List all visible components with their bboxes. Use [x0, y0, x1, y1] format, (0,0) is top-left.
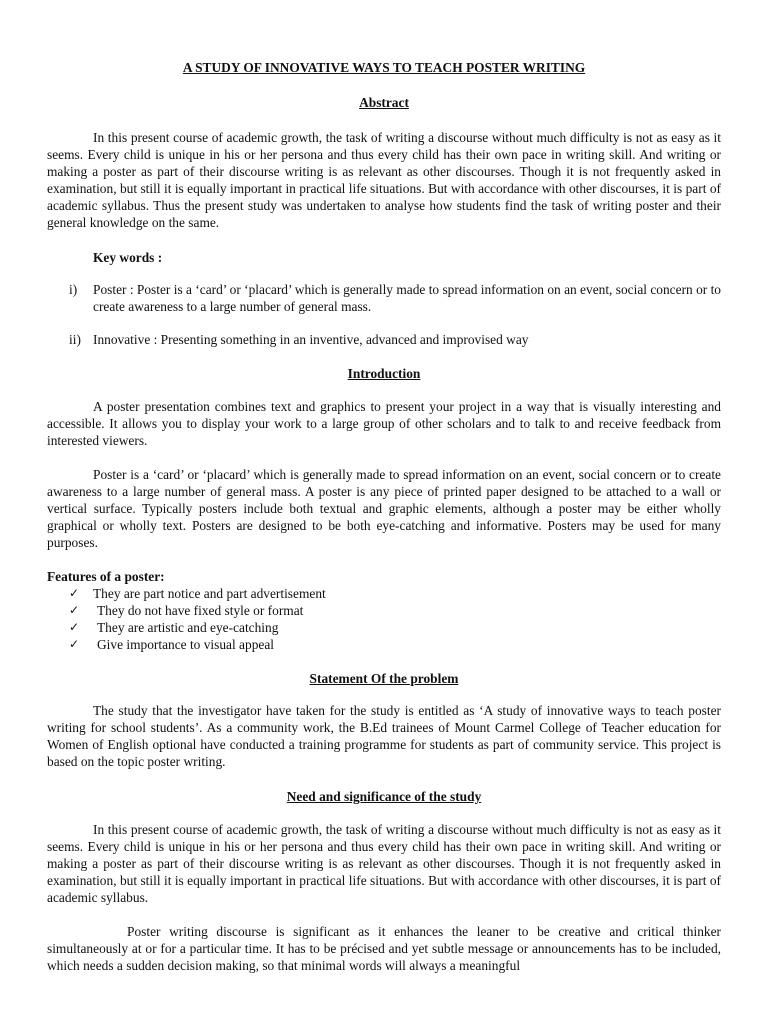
checkmark-icon: ✓ [69, 586, 80, 600]
feature-item [47, 619, 721, 636]
need-heading: Need and significance of the study [286, 789, 482, 804]
feature-text: They are part notice and part advertisement [93, 586, 326, 601]
introduction-paragraph-1: A poster presentation combines text and graphics to present your project in a way that is visually interesting and accessible. It allows you to display your work to a large group of other scholars and to talk to and receive feedback from interested viewers. [47, 399, 721, 448]
keyword-item [47, 331, 721, 348]
need-paragraph-1: In this present course of academic growth, the task of writing a discourse without much difficulty is not as easy as it seems. Every child is unique in his or her persona and thus every child has their own pace in writing skill. And writing or making a poster as part of their discourse writing is as relevant as other discourses. Though it is not frequently asked in examination, but still it is equally important in practical life situations. But with accordance with other discourses, it is part of academic syllabus. [47, 822, 721, 905]
checkmark-icon: ✓ [69, 637, 80, 651]
document-title: A STUDY OF INNOVATIVE WAYS TO TEACH POSTER WRITING [182, 60, 586, 75]
document-body [47, 59, 721, 974]
feature-text: They do not have fixed style or format [97, 603, 304, 618]
keyword-item [47, 281, 721, 315]
features-list [47, 585, 721, 653]
keyword-number: i) [69, 282, 78, 297]
statement-heading: Statement Of the problem [309, 671, 459, 686]
keyword-definition: Innovative : Presenting something in an inventive, advanced and improvised way [93, 332, 529, 347]
statement-text: The study that the investigator have taken for the study is entitled as ‘A study of innovative ways to teach poster writing for school students’. As a community work, the B.Ed trainees of Mount Carmel College of Teacher education for Women of English optional have conducted a training programme for students as part of community service. This project is based on the topic poster writing. [47, 703, 721, 769]
abstract-heading: Abstract [359, 95, 409, 110]
feature-text: Give importance to visual appeal [97, 637, 274, 652]
keywords-heading: Key words : [93, 250, 163, 265]
feature-item [47, 636, 721, 653]
need-paragraph-2: Poster writing discourse is significant as it enhances the leaner to be creative and critical thinker simultaneously at or for a particular time. It has to be précised and yet subtle message or announcements has to be included, which needs a sudden decision making, so that minimal words will always a meaningful [47, 924, 721, 973]
introduction-heading: Introduction [347, 366, 421, 381]
checkmark-icon: ✓ [69, 603, 80, 617]
feature-item [47, 602, 721, 619]
keyword-definition: Poster : Poster is a ‘card’ or ‘placard’ which is generally made to spread information on an event, social concern or to create awareness to a large number of general mass. [93, 282, 721, 314]
keyword-number: ii) [69, 332, 81, 347]
feature-text: They are artistic and eye-catching [97, 620, 279, 635]
introduction-paragraph-2: Poster is a ‘card’ or ‘placard’ which is generally made to spread information on an event, social concern or to create awareness to a large number of general mass. A poster is any piece of printed paper designed to be attached to a wall or vertical surface. Typically posters include both textual and graphic elements, although a poster may be either wholly graphical or wholly text. Posters are designed to be both eye-catching and informative. Posters may be used for many purposes. [47, 467, 721, 550]
checkmark-icon: ✓ [69, 620, 80, 634]
features-heading: Features of a poster: [47, 569, 165, 584]
abstract-text: In this present course of academic growth, the task of writing a discourse without much difficulty is not as easy as it seems. Every child is unique in his or her persona and thus every child has their own pace in writing skill. And writing or making a poster as part of their discourse writing is as relevant as other discourses. Though it is not frequently asked in examination, but still it is equally important in practical life situations. But with accordance with other discourses, it is part of academic syllabus. Thus the present study was undertaken to analyse how students find the task of writing poster and their general knowledge on the same. [47, 130, 721, 230]
feature-item [47, 585, 721, 602]
